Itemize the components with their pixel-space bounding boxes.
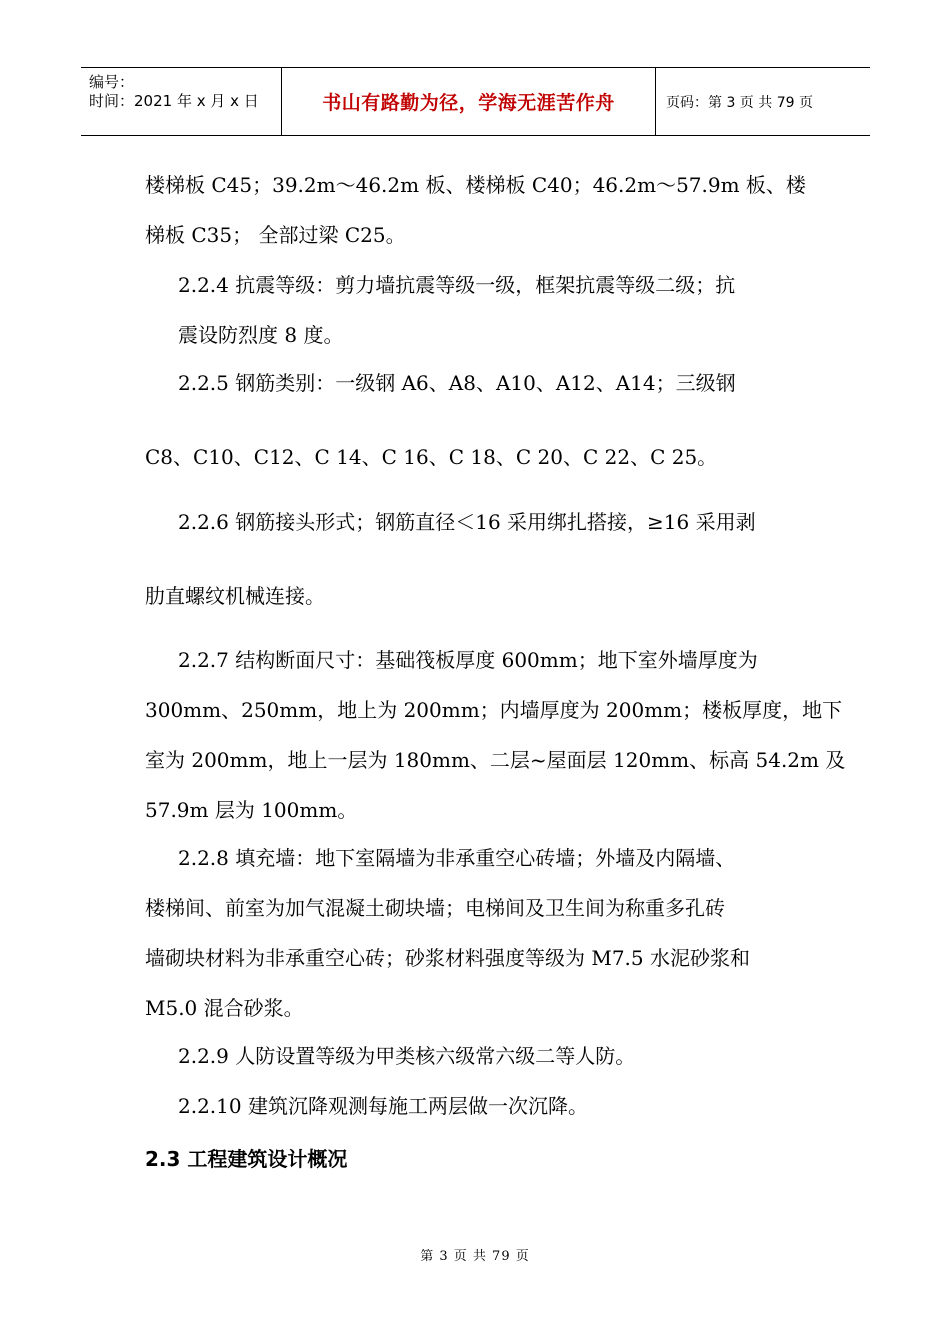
paragraph-rebar-types xyxy=(145,358,810,482)
number-label: 编号： xyxy=(89,73,135,91)
text-line: 2.2.7 结构断面尺寸：基础筏板厚度 600mm；地下室外墙厚度为 xyxy=(178,648,758,672)
paragraph-rebar-joints xyxy=(145,497,810,621)
text-line: 梯板 C35； 全部过梁 C25。 xyxy=(145,223,406,247)
text-line: 墙砌块材料为非承重空心砖；砂浆材料强度等级为 M7.5 水泥砂浆和 xyxy=(145,946,750,970)
text-line: 肋直螺纹机械连接。 xyxy=(145,584,325,608)
header-page-info: 页码：第 3 页 共 79 页 xyxy=(666,94,813,111)
paragraph-seismic-grade xyxy=(145,260,810,360)
text-line: 300mm、250mm，地上为 200mm；内墙厚度为 200mm；楼板厚度，地下 xyxy=(145,698,843,722)
page-header xyxy=(81,67,870,136)
text-line: 2.2.4 抗震等级：剪力墙抗震等级一级，框架抗震等级二级；抗 xyxy=(178,273,736,297)
text-line: 2.2.10 建筑沉降观测每施工两层做一次沉降。 xyxy=(178,1094,588,1118)
header-motto: 书山有路勤为径，学海无涯苦作舟 xyxy=(282,68,656,135)
text-line: 2.2.5 钢筋类别：一级钢 A6、A8、A10、A12、A14；三级钢 xyxy=(178,371,736,395)
paragraph-concrete-grades xyxy=(145,160,810,260)
paragraph-civil-defense xyxy=(145,1031,810,1081)
text-line: 2.2.9 人防设置等级为甲类核六级常六级二等人防。 xyxy=(178,1044,636,1068)
text-line: 57.9m 层为 100mm。 xyxy=(145,798,358,822)
page-footer: 第 3 页 共 79 页 xyxy=(420,1249,530,1264)
text-line: 楼梯板 C45；39.2m～46.2m 板、楼梯板 C40；46.2m～57.9m 板、楼 xyxy=(145,173,806,197)
date-label: 时间：2021 年 x 月 x 日 xyxy=(89,92,259,110)
header-meta xyxy=(81,68,282,135)
text-line: C8、C10、C12、C 14、C 16、C 18、C 20、C 22、C 25。 xyxy=(145,445,718,469)
text-line: 室为 200mm，地上一层为 180mm、二层~屋面层 120mm、标高 54.2m 及 xyxy=(145,748,846,772)
paragraph-infill-walls xyxy=(145,833,810,1033)
text-line: 2.2.6 钢筋接头形式；钢筋直径＜16 采用绑扎搭接，≥16 采用剥 xyxy=(178,510,756,534)
text-line: M5.0 混合砂浆。 xyxy=(145,996,304,1020)
paragraph-section-sizes xyxy=(145,635,846,835)
text-line: 楼梯间、前室为加气混凝土砌块墙；电梯间及卫生间为称重多孔砖 xyxy=(145,896,725,920)
text-line: 2.2.8 填充墙：地下室隔墙为非承重空心砖墙；外墙及内隔墙、 xyxy=(178,846,736,870)
text-line: 震设防烈度 8 度。 xyxy=(178,323,344,347)
paragraph-settlement xyxy=(145,1081,810,1131)
section-heading: 2.3 工程建筑设计概况 xyxy=(145,1147,348,1171)
